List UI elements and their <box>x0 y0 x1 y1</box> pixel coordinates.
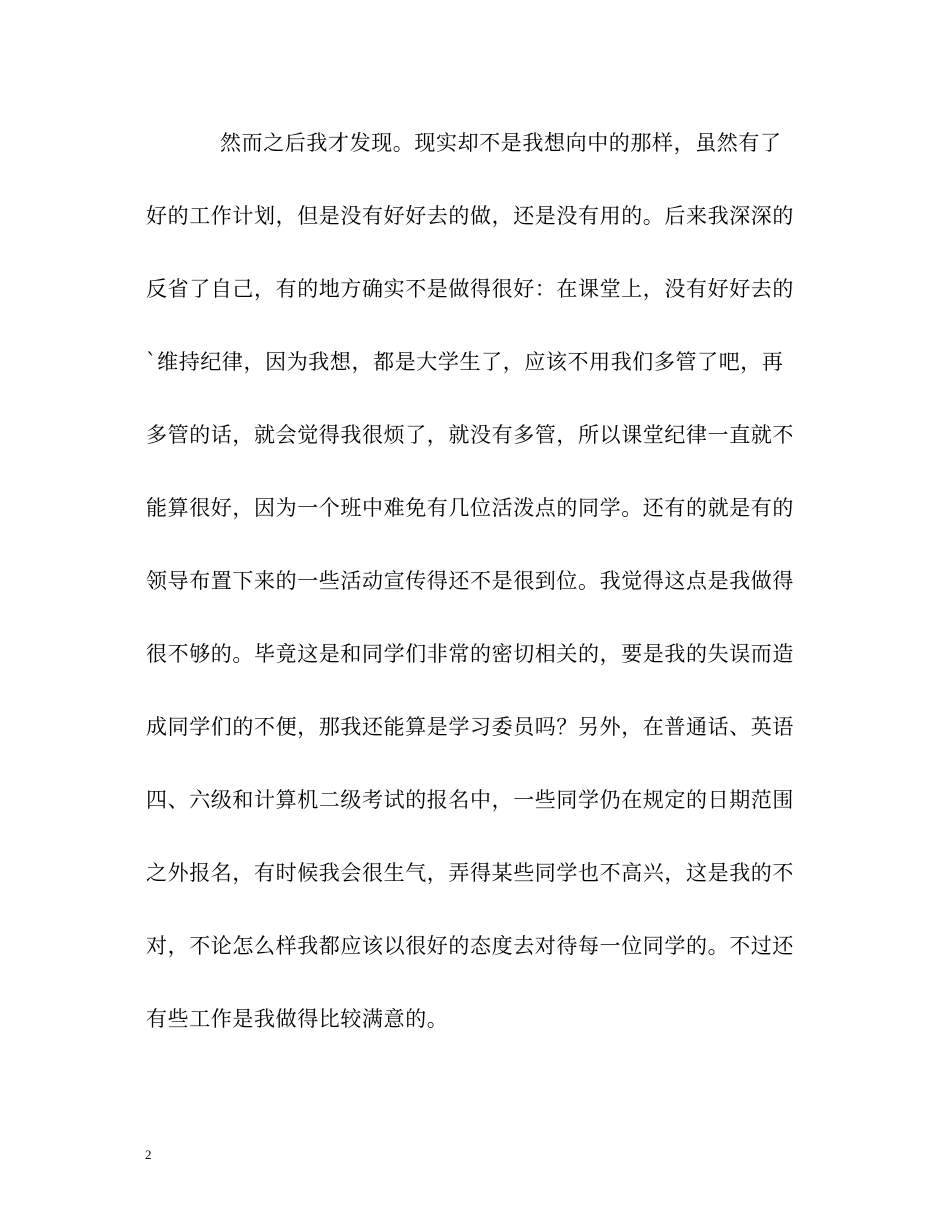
paragraph-line: `维持纪律，因为我想，都是大学生了，应该不用我们多管了吧，再 <box>146 350 784 374</box>
paragraph-line: 很不够的。毕竟这是和同学们非常的密切相关的，要是我的失误而造 <box>146 642 794 666</box>
paragraph <box>146 121 806 1070</box>
paragraph-line: 对，不论怎么样我都应该以很好的态度去对待每一位同学的。不过还 <box>146 934 794 958</box>
paragraph-line: 之外报名，有时候我会很生气，弄得某些同学也不高兴，这是我的不 <box>146 861 794 885</box>
paragraph-line: 多管的话，就会觉得我很烦了，就没有多管，所以课堂纪律一直就不 <box>146 423 794 447</box>
paragraph-line: 然而之后我才发现。现实却不是我想向中的那样，虽然有了 <box>220 131 782 155</box>
paragraph-line: 领导布置下来的一些活动宣传得还不是很到位。我觉得这点是我做得 <box>146 569 794 593</box>
page-number: 2 <box>145 1147 152 1162</box>
paragraph-line: 四、六级和计算机二级考试的报名中，一些同学仍在规定的日期范围 <box>146 788 794 812</box>
paragraph-line: 有些工作是我做得比较满意的。 <box>146 1007 449 1031</box>
paragraph-line: 能算很好，因为一个班中难免有几位活泼点的同学。还有的就是有的 <box>146 496 794 520</box>
paragraph-line: 好的工作计划，但是没有好好去的做，还是没有用的。后来我深深的 <box>146 204 794 228</box>
paragraph-line: 反省了自己，有的地方确实不是做得很好：在课堂上，没有好好去的 <box>146 277 794 301</box>
paragraph-line: 成同学们的不便，那我还能算是学习委员吗？另外，在普通话、英语 <box>146 715 794 739</box>
